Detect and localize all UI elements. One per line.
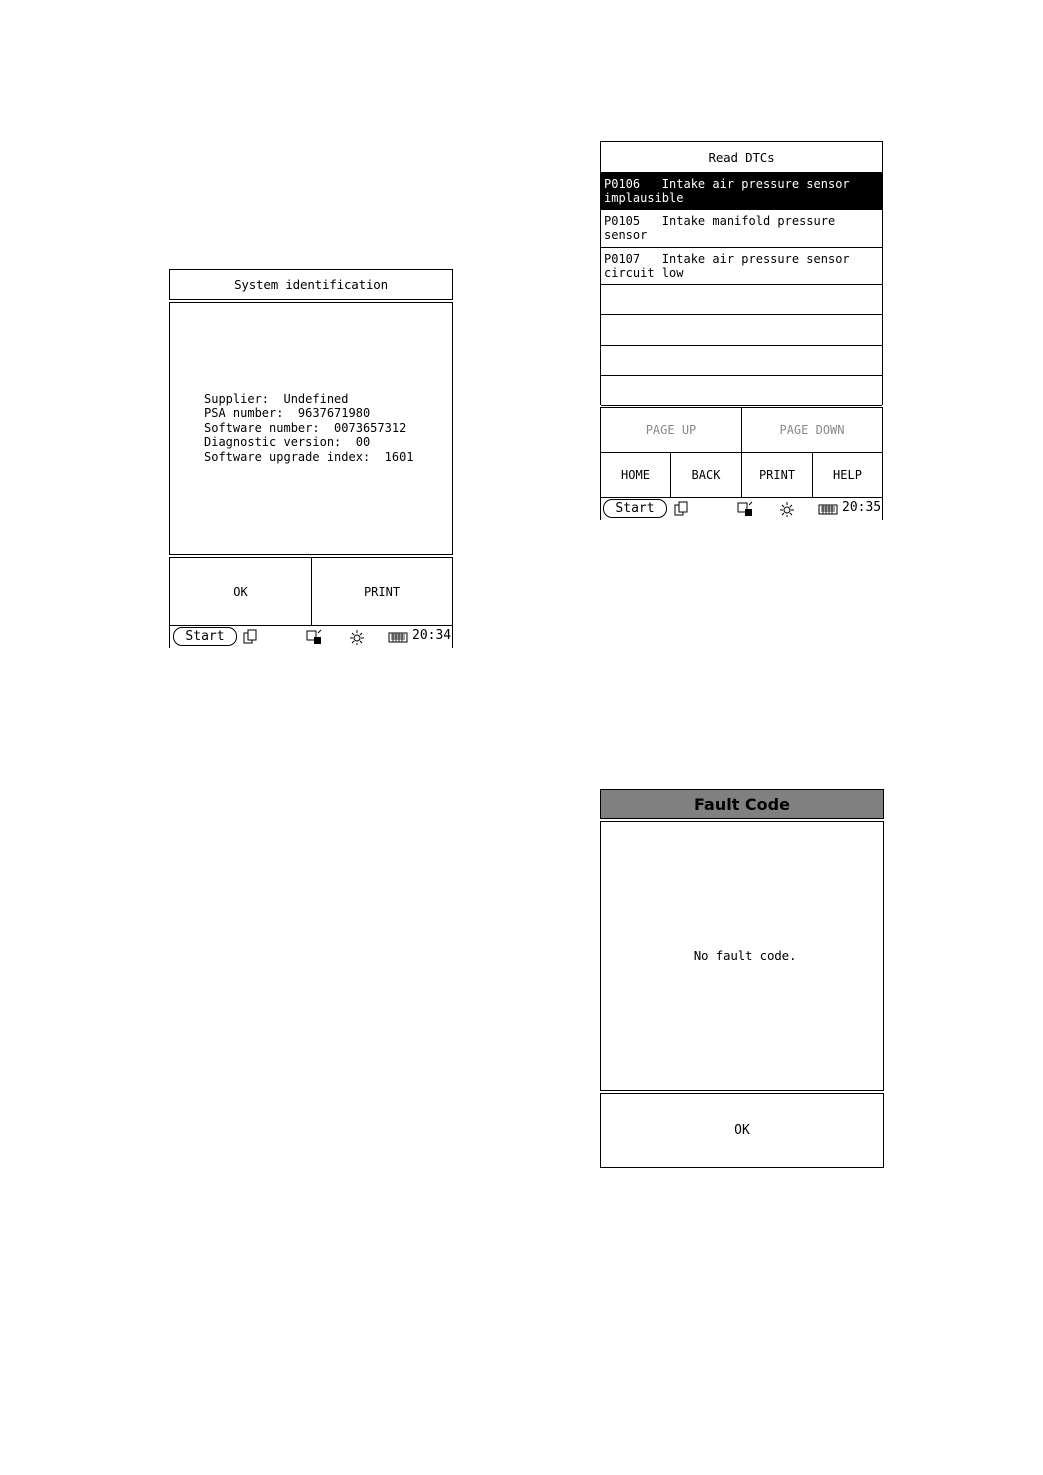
dtc-row-empty[interactable] <box>601 346 882 376</box>
connection-icon[interactable] <box>306 629 322 645</box>
system-identification-title-bar <box>169 269 453 300</box>
connection-icon[interactable] <box>737 501 753 517</box>
keyboard-icon[interactable] <box>388 629 408 645</box>
dtc-row-empty[interactable] <box>601 285 882 315</box>
page-up-button[interactable]: PAGE UP <box>600 407 742 453</box>
taskbar <box>600 498 883 520</box>
software-number-line: Software number: 0073657312 <box>204 420 407 435</box>
system-identification-screen <box>169 269 453 649</box>
clock: 20:35 <box>842 500 882 515</box>
system-identification-content <box>169 302 453 555</box>
page-down-button[interactable]: PAGE DOWN <box>741 407 883 453</box>
psa-number-line: PSA number: 9637671980 <box>204 406 371 421</box>
keyboard-icon[interactable] <box>818 501 838 517</box>
system-info-list <box>204 392 414 464</box>
start-button[interactable]: Start <box>173 627 237 646</box>
fault-code-screen <box>600 789 884 1169</box>
read-dtcs-title: Read DTCs <box>708 149 775 165</box>
dtc-row[interactable]: P0105 Intake manifold pressure sensor <box>601 210 882 248</box>
windows-icon[interactable] <box>674 501 690 517</box>
windows-icon[interactable] <box>243 629 259 645</box>
dtc-row[interactable]: P0106 Intake air pressure sensor implausible <box>601 173 882 210</box>
fault-code-title-bar <box>600 789 884 819</box>
start-button[interactable]: Start <box>603 499 667 518</box>
read-dtcs-screen <box>600 141 883 522</box>
dtc-row[interactable]: P0107 Intake air pressure sensor circuit low <box>601 248 882 285</box>
clock: 20:34 <box>412 628 452 643</box>
print-button[interactable]: PRINT <box>311 557 453 626</box>
software-upgrade-index-line: Software upgrade index: 1601 <box>204 449 414 464</box>
back-button[interactable]: BACK <box>670 452 742 498</box>
print-button[interactable]: PRINT <box>741 452 813 498</box>
brightness-icon[interactable] <box>779 501 795 517</box>
dtc-list <box>600 172 883 405</box>
ok-button[interactable]: OK <box>600 1093 884 1168</box>
supplier-line: Supplier: Undefined <box>204 392 349 406</box>
fault-code-message: No fault code. <box>693 947 797 963</box>
dtc-row-empty[interactable] <box>601 376 882 406</box>
ok-button[interactable]: OK <box>169 557 312 626</box>
fault-code-content <box>600 821 884 1091</box>
read-dtcs-title-bar <box>600 141 883 172</box>
taskbar <box>169 626 453 648</box>
system-identification-title: System identification <box>234 277 388 292</box>
brightness-icon[interactable] <box>349 629 365 645</box>
fault-code-title: Fault Code <box>694 794 790 814</box>
home-button[interactable]: HOME <box>600 452 671 498</box>
dtc-row-empty[interactable] <box>601 315 882 346</box>
diagnostic-version-line: Diagnostic version: 00 <box>204 435 371 450</box>
help-button[interactable]: HELP <box>812 452 883 498</box>
